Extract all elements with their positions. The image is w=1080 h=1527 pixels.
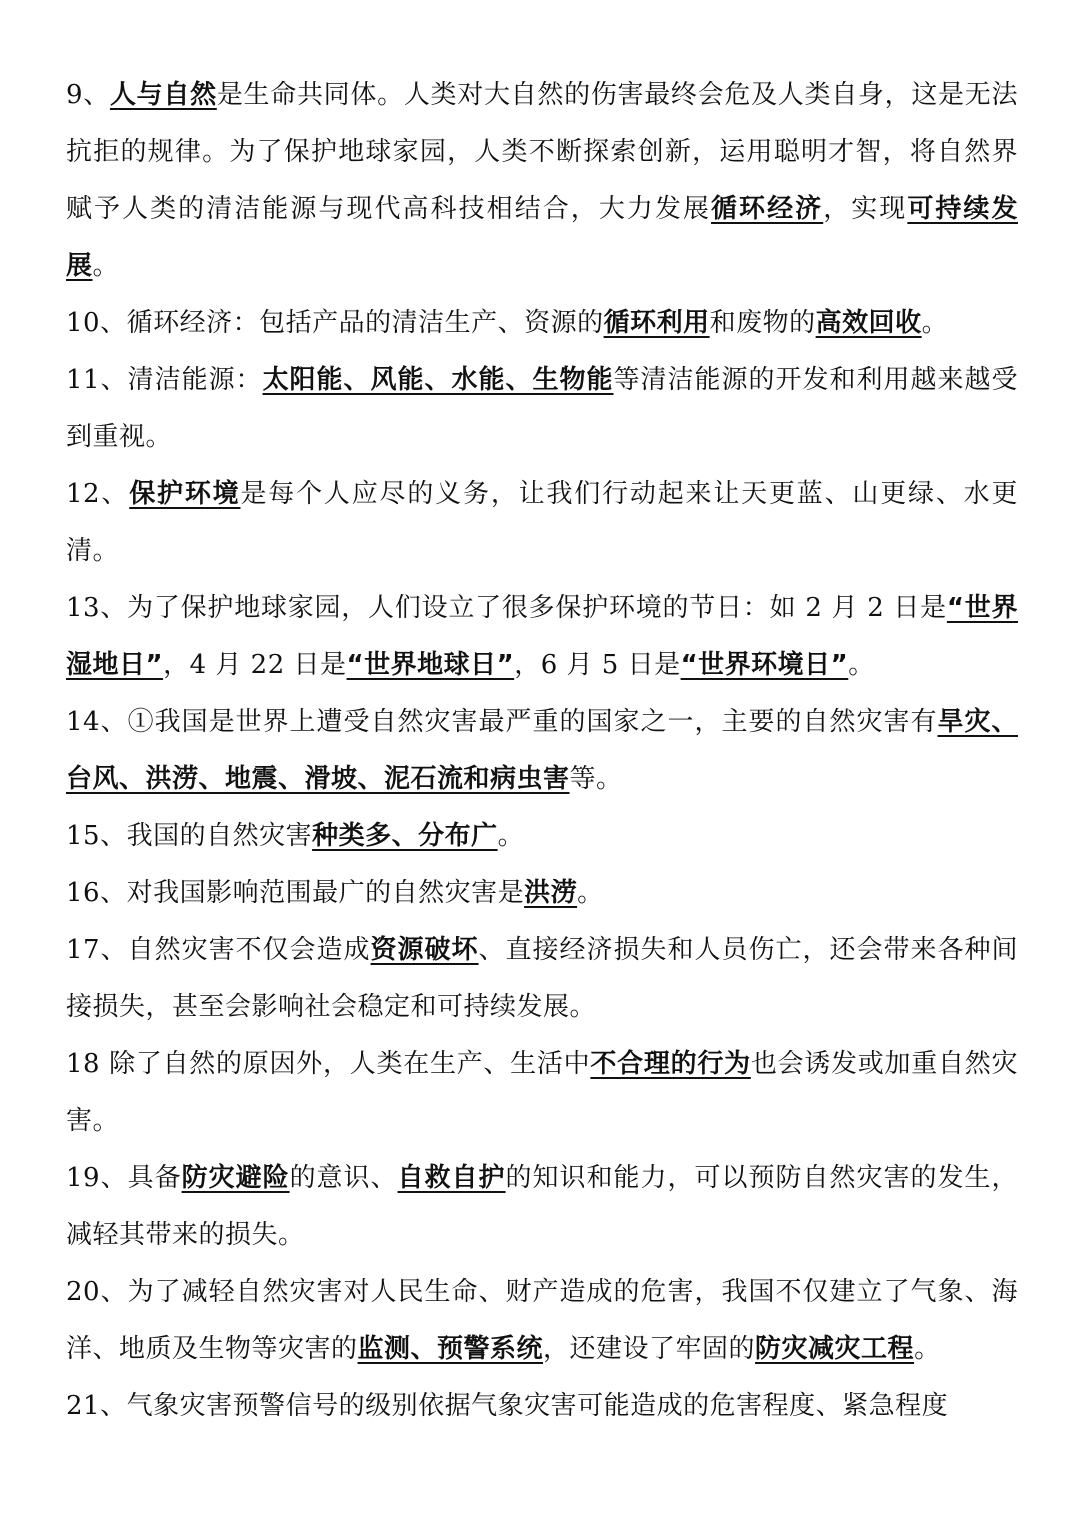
text-segment: 。 — [921, 308, 949, 338]
text-segment: 21、气象灾害预警信号的级别依据气象灾害可能造成的危害程度、紧急程度 — [66, 1391, 949, 1421]
text-segment: 16、对我国影响范围最广的自然灾害是 — [66, 878, 525, 908]
text-segment: 也会诱发或加重自然灾害。 — [66, 1049, 1018, 1136]
keyword-underlined: 可持续发展 — [66, 194, 1018, 281]
keyword-underlined: 循环利用 — [603, 308, 710, 338]
paragraph-item-12 — [66, 466, 1018, 580]
paragraph-item-21 — [66, 1378, 1018, 1435]
text-segment: ，4 月 22 日是 — [163, 650, 347, 680]
keyword-underlined: “世界湿地日” — [66, 593, 1019, 680]
text-segment: 9、 — [66, 80, 110, 110]
text-segment: ，6 月 5 日是 — [514, 650, 681, 680]
paragraph-item-19 — [66, 1150, 1018, 1264]
paragraph-item-11 — [66, 352, 1018, 466]
text-segment: 13、为了保护地球家园，人们设立了很多保护环境的节日：如 2 月 2 日是 — [66, 593, 947, 623]
text-segment: 18 除了自然的原因外，人类在生产、生活中 — [66, 1049, 591, 1079]
paragraph-item-17 — [66, 922, 1018, 1036]
keyword-underlined: 循环经济 — [711, 194, 824, 224]
text-segment: 的知识和能力，可以预防自然灾害的发生，减轻其带来的损失。 — [66, 1163, 1018, 1250]
text-segment: 14、①我国是世界上遭受自然灾害最严重的国家之一，主要的自然灾害有 — [66, 707, 938, 737]
paragraph-item-20 — [66, 1264, 1018, 1378]
keyword-underlined: 自救自护 — [397, 1163, 506, 1193]
keyword-underlined: “世界环境日” — [680, 650, 849, 680]
text-segment: 。 — [848, 650, 875, 680]
paragraph-item-16 — [66, 865, 1018, 922]
keyword-underlined: 种类多、分布广 — [312, 821, 498, 851]
text-segment: 15、我国的自然灾害 — [66, 821, 313, 851]
text-segment: 的意识、 — [289, 1163, 398, 1193]
keyword-underlined: 防灾减灾工程 — [755, 1334, 915, 1364]
text-segment: 。 — [497, 821, 525, 851]
text-segment: 。 — [914, 1334, 941, 1364]
keyword-underlined: 太阳能、风能、水能、生物能 — [262, 365, 614, 395]
paragraph-item-9 — [66, 67, 1018, 295]
paragraph-item-15 — [66, 808, 1018, 865]
text-segment: 10、循环经济：包括产品的清洁生产、资源的 — [66, 308, 604, 338]
text-segment: 是每个人应尽的义务，让我们行动起来让天更蓝、山更绿、水更清。 — [66, 479, 1018, 566]
text-segment: 等清洁能源的开发和利用越来越受到重视。 — [66, 365, 1018, 452]
text-segment: 19、具备 — [66, 1163, 182, 1193]
text-segment: ，还建设了牢固的 — [543, 1334, 756, 1364]
text-segment: 12、 — [66, 479, 130, 509]
text-segment: 等。 — [569, 764, 623, 794]
text-segment: 20、为了减轻自然灾害对人民生命、财产造成的危害，我国不仅建立了气象、海洋、地质及生物等灾害的 — [66, 1277, 1018, 1364]
keyword-underlined: 洪涝 — [524, 878, 578, 908]
text-segment: 是生命共同体。人类对大自然的伤害最终会危及人类自身，这是无法抗拒的规律。为了保护地球家园，人类不断探索创新，运用聪明才智，将自然界赋予人类的清洁能源与现代高科技相结合，大力发展 — [66, 80, 1018, 224]
text-segment: 。 — [92, 251, 120, 281]
document-page — [66, 67, 1018, 1435]
text-segment: 17、自然灾害不仅会造成 — [66, 935, 371, 965]
text-segment: 。 — [577, 878, 604, 908]
paragraph-item-10 — [66, 295, 1018, 352]
text-segment: 和废物的 — [709, 308, 816, 338]
keyword-underlined: 高效回收 — [815, 308, 922, 338]
text-segment: 、直接经济损失和人员伤亡，还会带来各种间接损失，甚至会影响社会稳定和可持续发展。 — [66, 935, 1018, 1022]
keyword-underlined: 不合理的行为 — [590, 1049, 751, 1079]
keyword-underlined: 人与自然 — [109, 80, 217, 110]
paragraph-item-18 — [66, 1036, 1018, 1150]
paragraph-item-13 — [66, 580, 1018, 694]
keyword-underlined: “世界地球日” — [346, 650, 515, 680]
paragraph-item-14 — [66, 694, 1018, 808]
keyword-underlined: 资源破坏 — [370, 935, 479, 965]
keyword-underlined: 保护环境 — [129, 479, 241, 509]
keyword-underlined: 防灾避险 — [181, 1163, 290, 1193]
keyword-underlined: 旱灾、台风、洪涝、地震、滑坡、泥石流和病虫害 — [66, 707, 1018, 794]
text-segment: ，实现 — [823, 194, 908, 224]
text-segment: 11、清洁能源： — [66, 365, 263, 395]
keyword-underlined: 监测、预警系统 — [357, 1334, 544, 1364]
